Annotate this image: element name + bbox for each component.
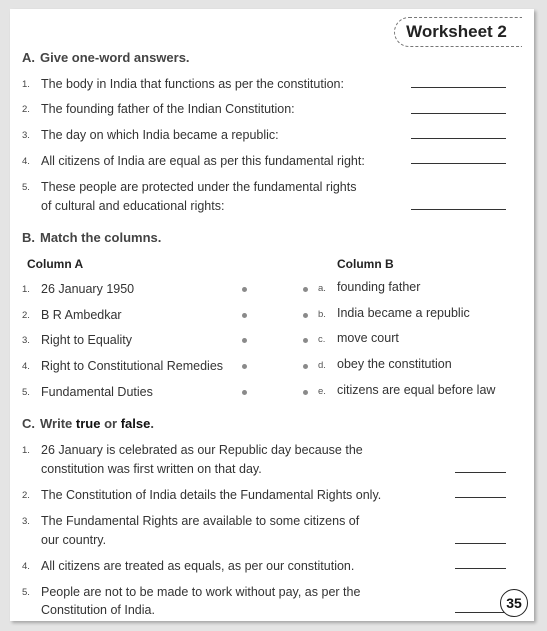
section-c-title-end: . (150, 416, 154, 431)
section-c-title-or: or (104, 416, 118, 431)
section-a-heading (22, 50, 190, 65)
section-b-letter: B. (22, 230, 35, 245)
answer-blank-c2[interactable] (455, 497, 506, 498)
question-text: 26 January is celebrated as our Republic day because the (41, 443, 363, 457)
question-number: 4. (22, 561, 30, 572)
match-right-c: move court (337, 331, 399, 345)
answer-blank-a1[interactable] (411, 87, 506, 88)
match-dot-right-b[interactable] (303, 313, 308, 318)
worksheet-label: Worksheet 2 (394, 17, 522, 47)
question-number: 1. (22, 445, 30, 456)
item-number: 3. (22, 335, 30, 346)
section-b-heading (22, 230, 161, 245)
section-c-heading (22, 416, 154, 431)
match-dot-left-4[interactable] (242, 364, 247, 369)
question-number: 2. (22, 104, 30, 115)
item-text: B R Ambedkar (41, 308, 122, 322)
match-dot-right-d[interactable] (303, 364, 308, 369)
item-number: 2. (22, 310, 30, 321)
question-text: These people are protected under the fundamental rights (41, 180, 357, 194)
section-a-letter: A. (22, 50, 35, 65)
answer-blank-a5[interactable] (411, 209, 506, 210)
item-number: 1. (22, 284, 30, 295)
match-letter: b. (318, 309, 326, 320)
item-text: Right to Constitutional Remedies (41, 359, 224, 373)
question-text: All citizens of India are equal as per this fundamental right: (41, 154, 365, 168)
question-text: of cultural and educational rights: (41, 199, 225, 213)
section-c-letter: C. (22, 416, 35, 431)
match-dot-left-2[interactable] (242, 313, 247, 318)
match-letter: e. (318, 386, 326, 397)
match-dot-left-1[interactable] (242, 287, 247, 292)
match-right-b: India became a republic (337, 306, 470, 320)
question-text: People are not to be made to work without pay, as per the (41, 585, 361, 599)
question-text: All citizens are treated as equals, as per our constitution. (41, 559, 355, 573)
question-text: The day on which India became a republic: (41, 128, 279, 142)
item-text: Fundamental Duties (41, 385, 153, 399)
answer-blank-c3[interactable] (455, 543, 506, 544)
section-c-title-true: true (75, 416, 101, 431)
column-a-heading: Column A (27, 257, 84, 271)
page-number: 35 (500, 589, 528, 617)
match-right-d: obey the constitution (337, 357, 452, 371)
section-a-title: Give one-word answers. (40, 50, 190, 65)
match-dot-right-e[interactable] (303, 390, 308, 395)
question-number: 5. (22, 587, 30, 598)
answer-blank-a3[interactable] (411, 138, 506, 139)
answer-blank-a4[interactable] (411, 163, 506, 164)
answer-blank-a2[interactable] (411, 113, 506, 114)
question-number: 2. (22, 490, 30, 501)
section-c-title-write: Write (40, 416, 73, 431)
question-number: 5. (22, 182, 30, 193)
section-b-title: Match the columns. (40, 230, 162, 245)
question-number: 3. (22, 130, 30, 141)
item-number: 5. (22, 387, 30, 398)
match-dot-left-3[interactable] (242, 338, 247, 343)
match-letter: d. (318, 360, 326, 371)
question-text: Constitution of India. (41, 603, 155, 617)
match-letter: c. (318, 334, 326, 345)
question-text: constitution was first written on that day. (41, 462, 262, 476)
item-text: 26 January 1950 (41, 282, 135, 296)
match-right-e: citizens are equal before law (337, 383, 496, 397)
match-right-a: founding father (337, 280, 421, 294)
question-text: our country. (41, 533, 107, 547)
answer-blank-c4[interactable] (455, 568, 506, 569)
question-number: 1. (22, 79, 30, 90)
question-number: 4. (22, 156, 30, 167)
question-text: The Fundamental Rights are available to some citizens of (41, 514, 360, 528)
answer-blank-c1[interactable] (455, 472, 506, 473)
question-text: The Constitution of India details the Fundamental Rights only. (41, 488, 382, 502)
item-number: 4. (22, 361, 30, 372)
answer-blank-c5[interactable] (455, 612, 506, 613)
section-c-title-false: false (120, 416, 151, 431)
match-dot-left-5[interactable] (242, 390, 247, 395)
question-text: The body in India that functions as per the constitution: (41, 77, 344, 91)
question-number: 3. (22, 516, 30, 527)
item-text: Right to Equality (41, 333, 133, 347)
match-dot-right-a[interactable] (303, 287, 308, 292)
question-text: The founding father of the Indian Constitution: (41, 102, 295, 116)
column-b-heading: Column B (337, 257, 394, 271)
match-dot-right-c[interactable] (303, 338, 308, 343)
match-letter: a. (318, 283, 326, 294)
